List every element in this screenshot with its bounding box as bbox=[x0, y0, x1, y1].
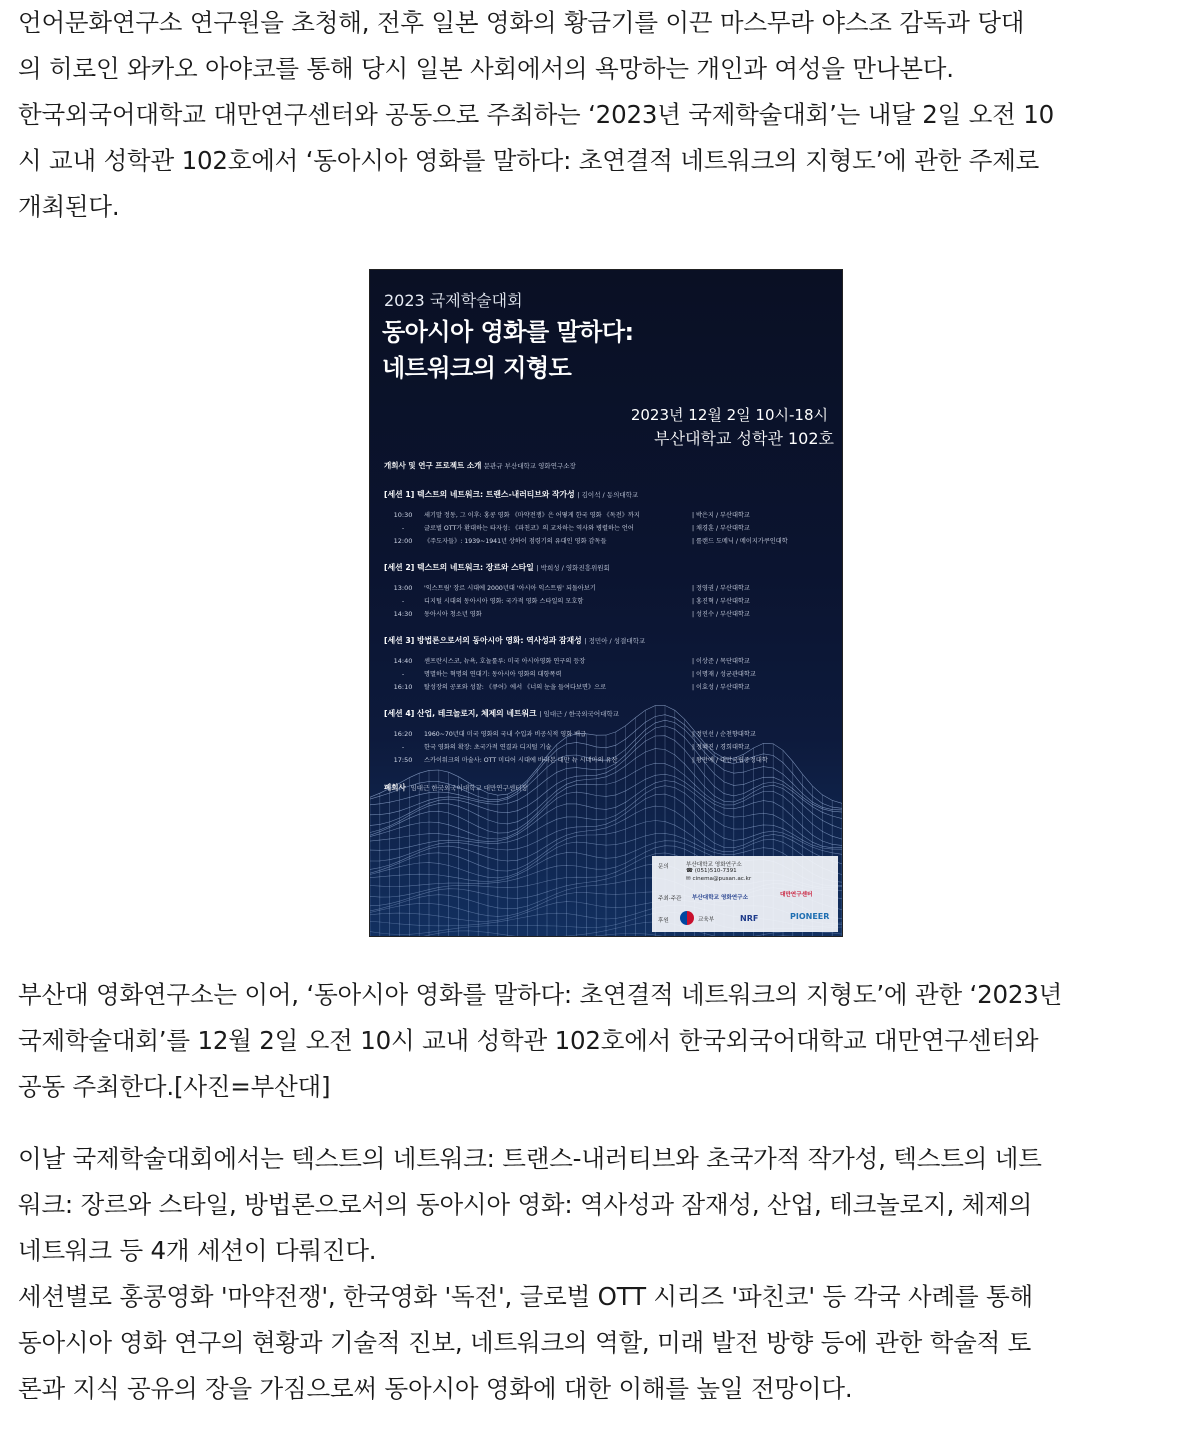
session-header: [세션 3] 방법론으로서의 동아시아 영화: 역사성과 잠재성 bbox=[384, 636, 582, 645]
talk-title: 한국 영화의 확장: 초국가적 연결과 디지털 기술 bbox=[424, 744, 552, 751]
poster-title-line-1: 동아시아 영화를 말하다: bbox=[382, 318, 634, 346]
talk-row bbox=[424, 509, 834, 522]
host-label: 주최·주관 bbox=[658, 896, 682, 902]
session-block-3 bbox=[384, 635, 834, 695]
talk-title: 세기말 정동, 그 이후: 홍콩 영화 《마약전쟁》은 어떻게 한국 영화 《독전》까지 bbox=[424, 512, 640, 519]
talk-row bbox=[424, 741, 834, 754]
session-moderator: | 임대근 / 한국외국어대학교 bbox=[539, 710, 619, 718]
talk-speaker: | 채경훈 / 부산대학교 bbox=[692, 525, 750, 532]
talk-speaker: | 홍진혁 / 부산대학교 bbox=[692, 598, 750, 605]
session-time bbox=[390, 582, 416, 621]
talk-title: 스카이워크의 마술사: OTT 미디어 시대에 바라본 대만 뉴 시네마의 유산 bbox=[424, 757, 618, 764]
inquiry-label: 문의 bbox=[658, 864, 669, 870]
talk-row bbox=[424, 655, 834, 668]
text-line: 동아시아 영화 연구의 현황과 기술적 진보, 네트워크의 역할, 미래 발전 방향 등에 관한 학술적 토 bbox=[18, 1328, 1032, 1357]
opening-speaker: 문관규 부산대학교 영화연구소장 bbox=[483, 462, 576, 470]
text-line: 시 교내 성학관 102호에서 ‘동아시아 영화를 말하다: 초연결적 네트워크의 지형도’에 관한 주제로 bbox=[18, 146, 1040, 175]
sponsor-label: 후원 bbox=[658, 918, 669, 924]
text-line: 네트워크 등 4개 세션이 다뤄진다. bbox=[18, 1236, 377, 1265]
text-line: 국제학술대회’를 12월 2일 오전 10시 교내 성학관 102호에서 한국외국어대학교 대만연구센터와 bbox=[18, 1026, 1039, 1055]
talk-row bbox=[424, 535, 834, 548]
session-moderator: | 김이석 / 동의대학교 bbox=[577, 491, 639, 499]
time-start: 16:20 bbox=[393, 730, 413, 738]
time-start: 13:00 bbox=[393, 584, 413, 592]
inquiry-org: 부산대학교 영화연구소 bbox=[686, 862, 742, 868]
time-end: 16:10 bbox=[393, 683, 413, 691]
talk-title: 글로벌 OTT가 환대하는 타자성: 《파친코》의 교차하는 역사와 병렬하는 언어 bbox=[424, 525, 634, 532]
text-line: 세션별로 홍콩영화 '마약전쟁', 한국영화 '독전', 글로벌 OTT 시리즈 '파친코' 등 각국 사례를 통해 bbox=[18, 1282, 1033, 1311]
poster-date: 2023년 12월 2일 10시-18시 bbox=[630, 406, 828, 424]
inquiry-email: ✉ cinema@pusan.ac.kr bbox=[686, 876, 752, 882]
text-line: 론과 지식 공유의 장을 가짐으로써 동아시아 영화에 대한 이해를 높일 전망이다. bbox=[18, 1374, 853, 1403]
text-line: 언어문화연구소 연구원을 초청해, 전후 일본 영화의 황금기를 이끈 마스무라 야스조 감독과 당대 bbox=[18, 8, 1025, 37]
talk-title: 센프란시스코, 뉴욕, 호놀룰루: 미국 아시아영화 연구의 등장 bbox=[424, 658, 586, 665]
session-header: [세션 4] 산업, 테크놀로지, 체제의 네트워크 bbox=[384, 709, 537, 718]
time-start: 14:40 bbox=[393, 657, 413, 665]
session-time bbox=[390, 509, 416, 548]
time-separator: - bbox=[401, 743, 405, 751]
closing-speaker: 임대근 한국외국어대학교 대만연구센터장 bbox=[410, 784, 528, 792]
session-header: [세션 1] 텍스트의 네트워크: 트랜스-내러티브와 작가성 bbox=[384, 490, 575, 499]
text-line: 개최된다. bbox=[18, 192, 120, 221]
time-separator: - bbox=[401, 670, 405, 678]
taegeuk-icon bbox=[680, 911, 694, 925]
talk-speaker: | 롤랜드 도메닉 / 메이지가쿠인대학 bbox=[692, 538, 788, 545]
article-paragraph-2 bbox=[18, 972, 1196, 1110]
talk-speaker: | 이효성 / 부산대학교 bbox=[692, 684, 750, 691]
talk-row bbox=[424, 681, 834, 694]
text-line: 이날 국제학술대회에서는 텍스트의 네트워크: 트랜스-내러티브와 초국가적 작가성, 텍스트의 네트 bbox=[18, 1144, 1042, 1173]
talk-row bbox=[424, 522, 834, 535]
poster-title-line-2: 네트워크의 지형도 bbox=[382, 354, 572, 382]
talk-row bbox=[424, 668, 834, 681]
talk-speaker: | 박은지 / 부산대학교 bbox=[692, 512, 750, 519]
talk-row bbox=[424, 595, 834, 608]
time-separator: - bbox=[401, 597, 405, 605]
talk-speaker: | 왕만예 / 대만국립중정대학 bbox=[692, 757, 768, 764]
talk-speaker: | 이명재 / 성균관대학교 bbox=[692, 671, 756, 678]
talk-speaker: | 성진수 / 부산대학교 bbox=[692, 611, 750, 618]
conference-poster-image bbox=[370, 270, 842, 936]
talk-title: 동아시아 청소년 영화 bbox=[424, 611, 482, 618]
talk-speaker: | 정혜진 / 경희대학교 bbox=[692, 744, 750, 751]
sponsor-3-logo: PIONEER bbox=[790, 912, 830, 921]
talk-title: 탈성장의 공포와 성찰: 《큐어》에서 《너의 눈을 들여다보면》으로 bbox=[424, 684, 607, 691]
talk-title: 명멸하는 혁명의 연대기: 동아시아 영화의 대항폭력 bbox=[424, 671, 562, 678]
opening-label: 개회사 및 연구 프로젝트 소개 bbox=[384, 461, 482, 470]
poster-closing-remarks bbox=[384, 782, 528, 793]
talk-speaker: | 정민선 / 순천향대학교 bbox=[692, 731, 756, 738]
sponsor-1: 교육부 bbox=[698, 917, 715, 923]
session-moderator: | 박희성 / 영화진흥위원회 bbox=[536, 564, 610, 572]
text-line: 워크: 장르와 스타일, 방법론으로서의 동아시아 영화: 역사성과 잠재성, 산업, 테크놀로지, 체제의 bbox=[18, 1190, 1033, 1219]
host-org-logo: 부산대학교 영화연구소 bbox=[692, 895, 748, 901]
session-block-1 bbox=[384, 489, 834, 549]
session-block-2 bbox=[384, 562, 834, 622]
session-header: [세션 2] 텍스트의 네트워크: 장르와 스타일 bbox=[384, 563, 534, 572]
poster-opening-remarks bbox=[384, 460, 576, 471]
closing-label: 폐회사 bbox=[384, 783, 406, 792]
session-moderator: | 정민아 / 성결대학교 bbox=[584, 637, 646, 645]
text-line: 한국외국어대학교 대만연구센터와 공동으로 주최하는 ‘2023년 국제학술대회’는 내달 2일 오전 10 bbox=[18, 100, 1054, 129]
inquiry-phone: ☎ (051)510-7391 bbox=[686, 868, 737, 874]
time-start: 10:30 bbox=[393, 511, 413, 519]
talk-speaker: | 정영권 / 부산대학교 bbox=[692, 585, 750, 592]
sponsor-2-logo: NRF bbox=[740, 914, 759, 923]
text-line: 공동 주최한다.[사진=부산대] bbox=[18, 1072, 331, 1101]
talk-speaker: | 이상준 / 목단대학교 bbox=[692, 658, 750, 665]
time-separator: - bbox=[401, 524, 405, 532]
session-time bbox=[390, 728, 416, 767]
talk-title: 1960~70년대 미국 영화의 국내 수입과 비공식적 영화 배급 bbox=[424, 731, 587, 738]
poster-subtitle: 2023 국제학술대회 bbox=[384, 291, 523, 310]
article-paragraph-3 bbox=[18, 1136, 1196, 1412]
poster-contact-box bbox=[652, 856, 838, 932]
text-line: 의 히로인 와카오 아야코를 통해 당시 일본 사회에서의 욕망하는 개인과 여성을 만나본다. bbox=[18, 54, 954, 83]
session-block-4 bbox=[384, 708, 834, 768]
time-end: 17:50 bbox=[393, 756, 413, 764]
talk-title: 디지털 시대의 동아시아 영화: 국가적 영화 스타일의 모호함 bbox=[424, 598, 584, 605]
poster-venue: 부산대학교 성학관 102호 bbox=[654, 429, 834, 448]
talk-row bbox=[424, 582, 834, 595]
time-end: 14:30 bbox=[393, 610, 413, 618]
talk-title: '익스트림' 장르 시대에 2000년대 '아시아 익스트림' 되돌아보기 bbox=[424, 585, 596, 592]
host-org2-logo: 대만연구센터 bbox=[780, 892, 813, 898]
article-paragraph-1 bbox=[18, 0, 1196, 230]
talk-row bbox=[424, 728, 834, 741]
talk-title: 《주도자들》: 1939~1941년 상하이 점령기의 유대인 영화 감독들 bbox=[424, 538, 607, 545]
session-time bbox=[390, 655, 416, 694]
talk-row bbox=[424, 608, 834, 621]
text-line: 부산대 영화연구소는 이어, ‘동아시아 영화를 말하다: 초연결적 네트워크의 지형도’에 관한 ‘2023년 bbox=[18, 980, 1063, 1009]
talk-row bbox=[424, 754, 834, 767]
time-end: 12:00 bbox=[393, 537, 413, 545]
